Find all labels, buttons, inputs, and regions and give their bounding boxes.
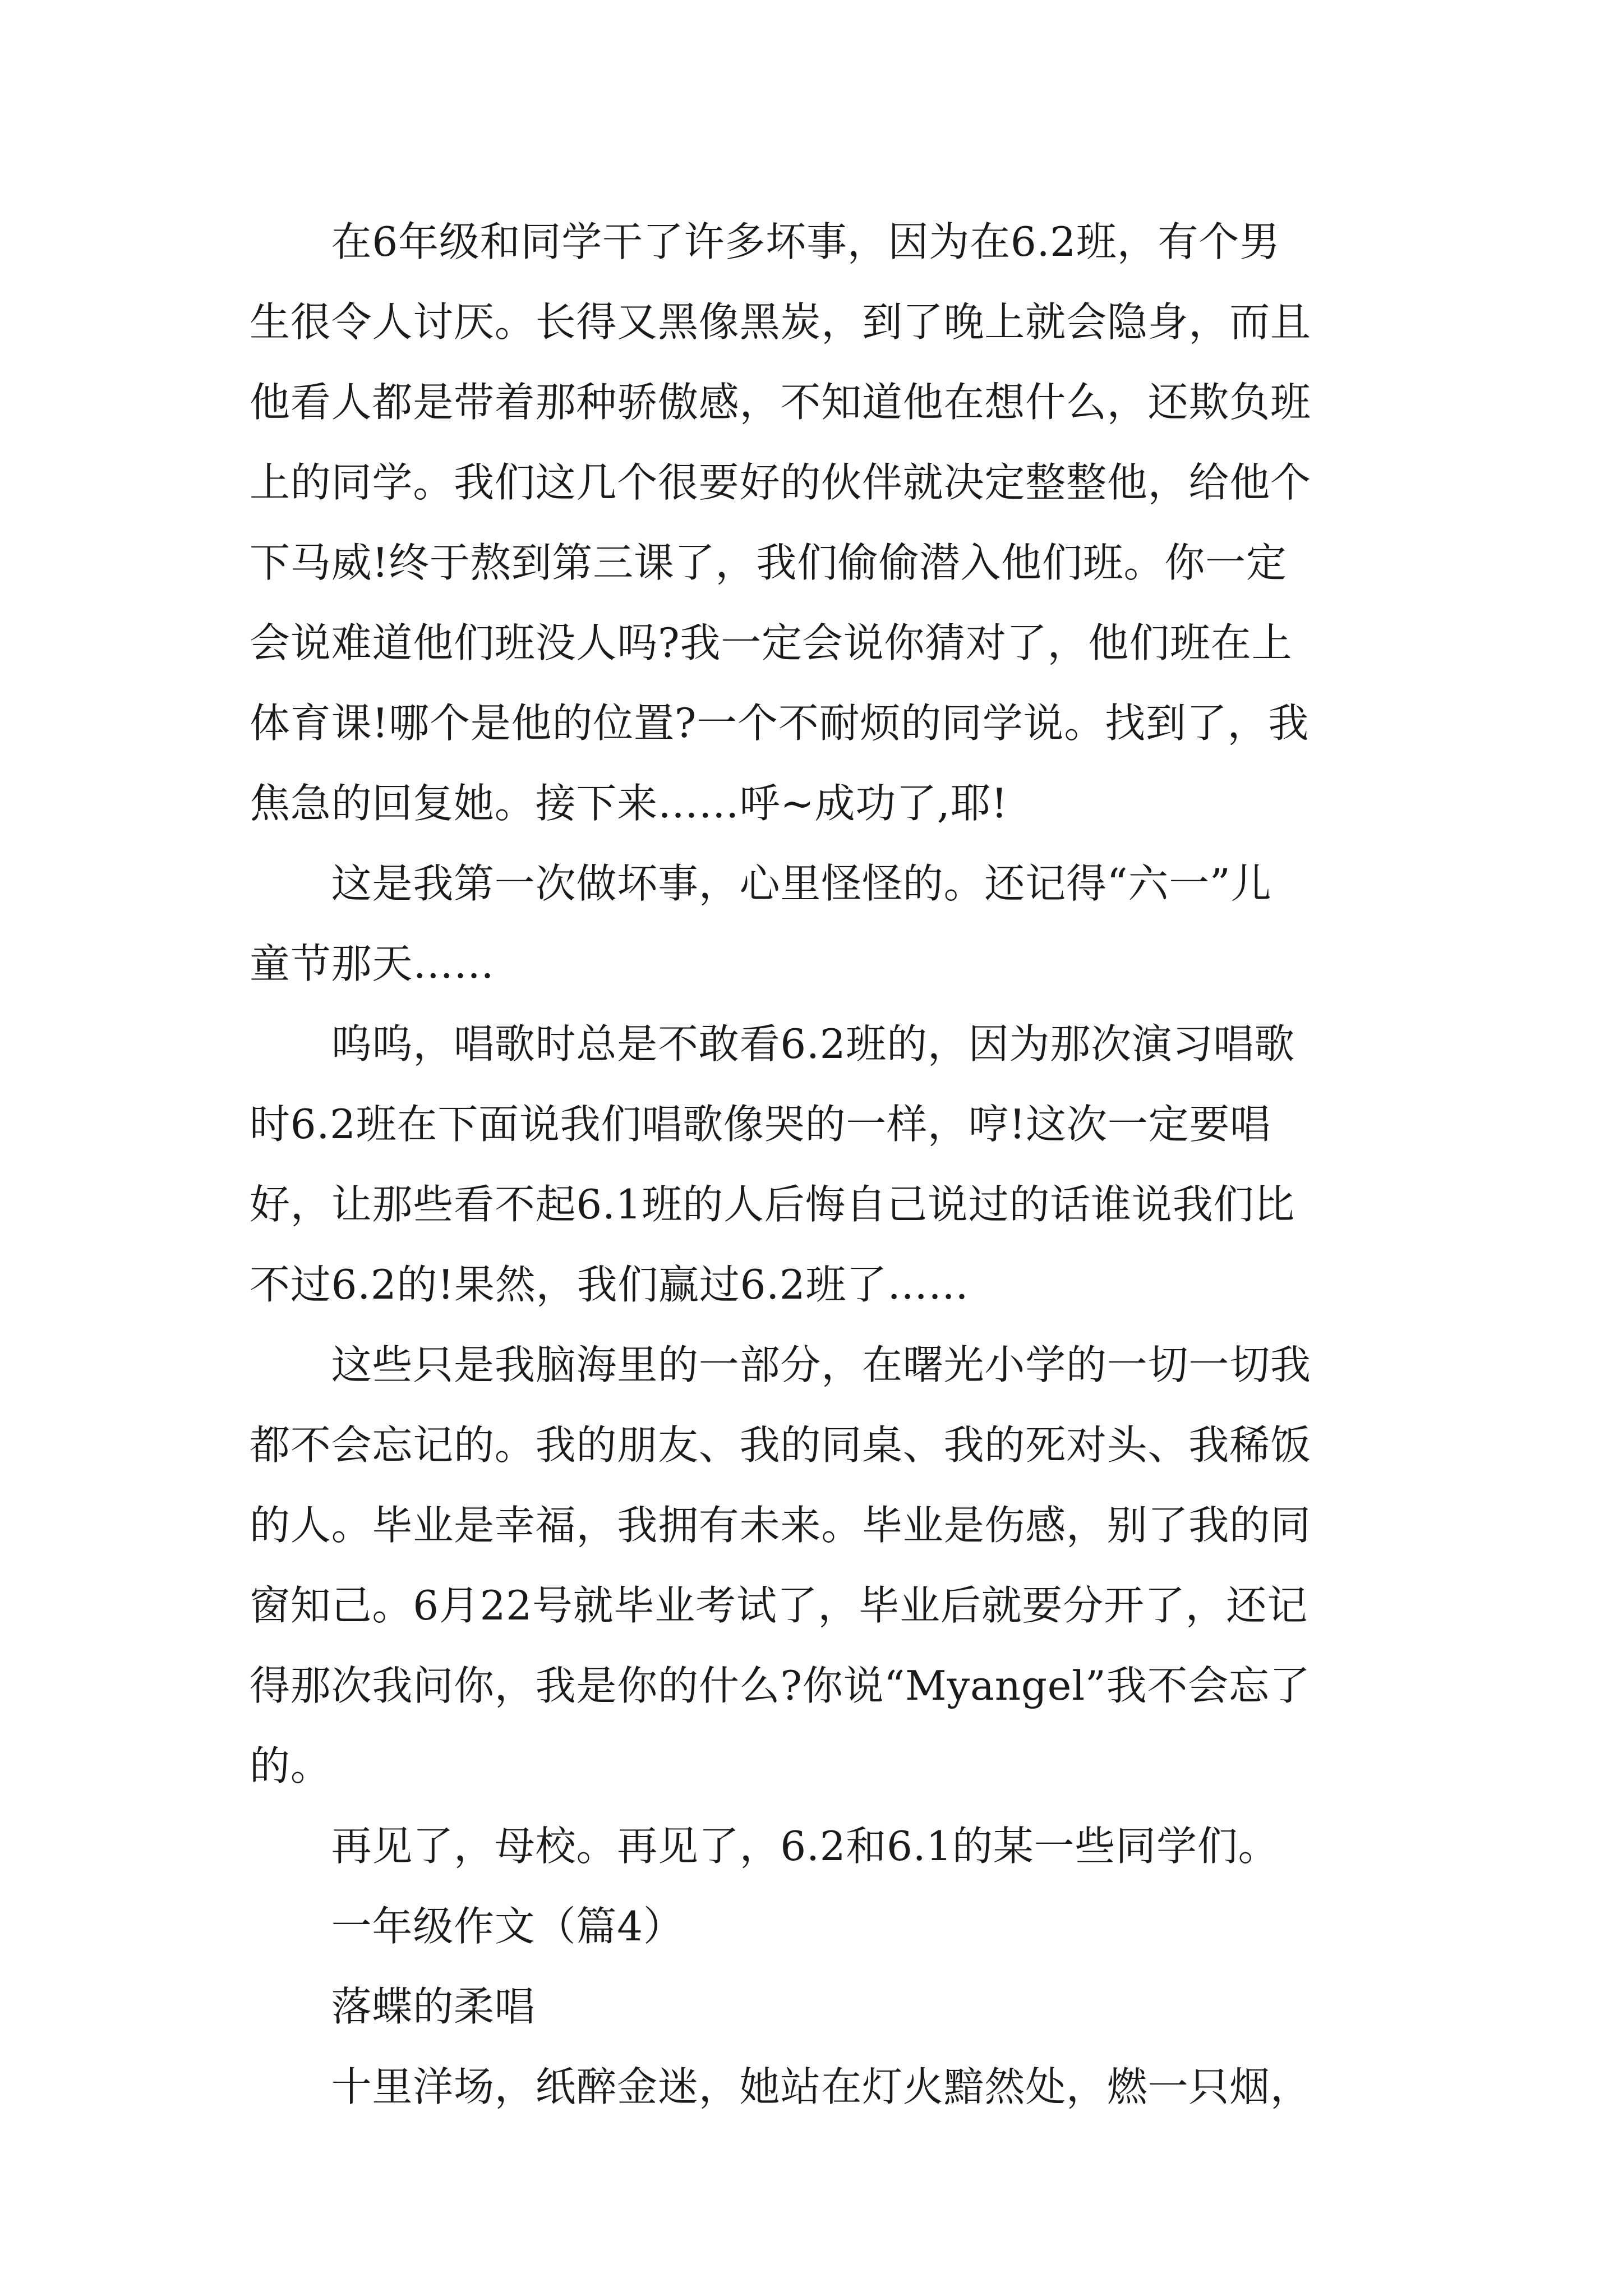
text-line: 再见了，母校。再见了，6.2和6.1的某一些同学们。 xyxy=(250,1823,1279,1870)
text-line: 的。 xyxy=(250,1742,331,1789)
text-line: 童节那天…… xyxy=(250,940,495,987)
essay-text xyxy=(250,202,1410,2127)
essay-title: 落蝶的柔唱 xyxy=(250,1983,536,2030)
text-line: 窗知己。6月22号就毕业考试了，毕业后就要分开了，还记 xyxy=(250,1582,1308,1629)
text-line: 呜呜，唱歌时总是不敢看6.2班的，因为那次演习唱歌 xyxy=(250,1020,1295,1068)
text-line: 下马威!终于熬到第三课了，我们偷偷潜入他们班。你一定 xyxy=(250,539,1287,586)
text-line: 这些只是我脑海里的一部分，在曙光小学的一切一切我 xyxy=(250,1341,1311,1388)
text-line: 体育课!哪个是他的位置?一个不耐烦的同学说。找到了，我 xyxy=(250,700,1310,747)
text-line: 焦急的回复她。接下来……呼~成功了,耶! xyxy=(250,780,1008,827)
section-heading: 一年级作文（篇4） xyxy=(250,1903,684,1950)
text-line: 都不会忘记的。我的朋友、我的同桌、我的死对头、我稀饭 xyxy=(250,1421,1311,1469)
text-line: 的人。毕业是幸福，我拥有未来。毕业是伤感，别了我的同 xyxy=(250,1502,1311,1549)
text-line: 这是我第一次做坏事，心里怪怪的。还记得“六一”儿 xyxy=(250,860,1272,907)
text-line: 不过6.2的!果然，我们赢过6.2班了…… xyxy=(250,1261,969,1308)
text-line: 得那次我问你，我是你的什么?你说“Myangel”我不会忘了 xyxy=(250,1662,1311,1709)
text-line: 在6年级和同学干了许多坏事，因为在6.2班，有个男 xyxy=(250,218,1280,265)
text-line: 他看人都是带着那种骄傲感，不知道他在想什么，还欺负班 xyxy=(250,379,1311,426)
text-line: 好，让那些看不起6.1班的人后悔自己说过的话谁说我们比 xyxy=(250,1181,1295,1228)
text-line: 会说难道他们班没人吗?我一定会说你猜对了，他们班在上 xyxy=(250,619,1293,666)
text-line: 生很令人讨厌。长得又黑像黑炭，到了晚上就会隐身，而且 xyxy=(250,298,1311,346)
text-line: 时6.2班在下面说我们唱歌像哭的一样，哼!这次一定要唱 xyxy=(250,1101,1271,1148)
text-line: 十里洋场，纸醉金迷，她站在灯火黯然处，燃一只烟， xyxy=(250,2063,1311,2110)
text-line: 上的同学。我们这几个很要好的伙伴就决定整整他，给他个 xyxy=(250,459,1311,506)
